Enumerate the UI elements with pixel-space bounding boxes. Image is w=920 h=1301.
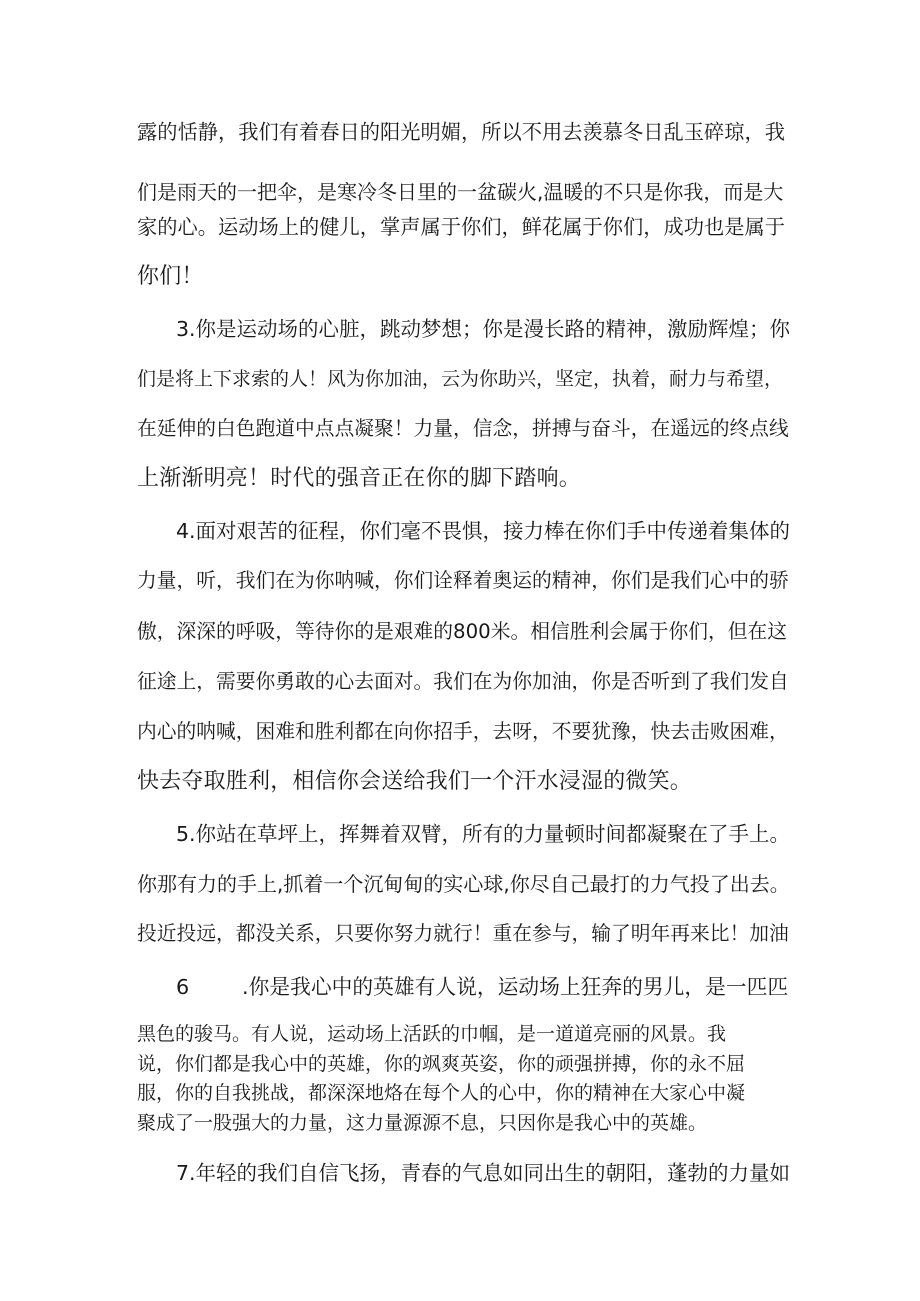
- paragraph-4-start: 4.面对艰苦的征程，你们毫不畏惧，接力棒在你们手中传递着集体的: [176, 519, 791, 543]
- text-line: 露的恬静，我们有着春日的阳光明媚，所以不用去羡慕冬日乱玉碎琼，我: [137, 120, 786, 144]
- text-line: 内心的呐喊，困难和胜利都在向你招手，去呀，不要犹豫，快去击败困难，: [137, 720, 789, 743]
- text-line: 力量，听，我们在为你呐喊，你们诠释着奥运的精神，你们是我们心中的骄: [137, 569, 789, 592]
- text-line: 投近投远，都没关系，只要你努力就行！重在参与，输了明年再来比！加油: [137, 922, 789, 945]
- text-line: 在延伸的白色跑道中点点凝聚！力量，信念，拼搏与奋斗，在遥远的终点线: [137, 417, 789, 440]
- text-line: 家的心。运动场上的健儿，掌声属于你们，鲜花属于你们，成功也是属于: [137, 215, 786, 239]
- text-line: 上渐渐明亮！时代的强音正在你的脚下踏响。: [137, 466, 582, 491]
- text-line: 你那有力的手上,抓着一个沉甸甸的实心球,你尽自己最打的力气投了出去。: [137, 872, 790, 896]
- text-line: 征途上，需要你勇敢的心去面对。我们在为你加油，你是否听到了我们发自: [137, 670, 789, 693]
- text-line: 服，你的自我挑战，都深深地烙在每个人的心中，你的精神在大家心中凝: [137, 1082, 746, 1104]
- paragraph-3-start: 3.你是运动场的心脏，跳动梦想；你是漫长路的精神，激励辉煌；你: [176, 317, 791, 341]
- paragraph-7-start: 7.年轻的我们自信飞扬，青春的气息如同出生的朝阳，蓬勃的力量如: [176, 1161, 791, 1185]
- text-line: 你们！: [137, 264, 204, 289]
- text-line: 们是将上下求索的人！风为你加油，云为你助兴，坚定，执着，耐力与希望，: [137, 368, 784, 390]
- text-line: 说，你们都是我心中的英雄，你的飒爽英姿，你的顽强拼搏，你的永不屈: [137, 1053, 746, 1075]
- text-line: 傲，深深的呼吸，等待你的是艰难的800米。相信胜利会属于你们，但在这: [137, 620, 787, 643]
- paragraph-5-start: 5.你站在草坪上，挥舞着双臂，所有的力量顿时间都凝聚在了手上。: [176, 822, 791, 846]
- text-line: 快去夺取胜利，相信你会送给我们一个汗水浸湿的微笑。: [137, 769, 693, 794]
- text-line: 们是雨天的一把伞，是寒冷冬日里的一盆碳火,温暖的不只是你我，而是大: [137, 180, 784, 204]
- text-line: 黑色的骏马。有人说，运动场上活跃的巾帼，是一道道亮丽的风景。我: [137, 1023, 727, 1045]
- text-line: 聚成了一股强大的力量，这力量源源不息，只因你是我心中的英雄。: [137, 1112, 708, 1134]
- paragraph-6-start: 6 .你是我心中的英雄有人说，运动场上狂奔的男儿，是一匹匹: [176, 975, 789, 999]
